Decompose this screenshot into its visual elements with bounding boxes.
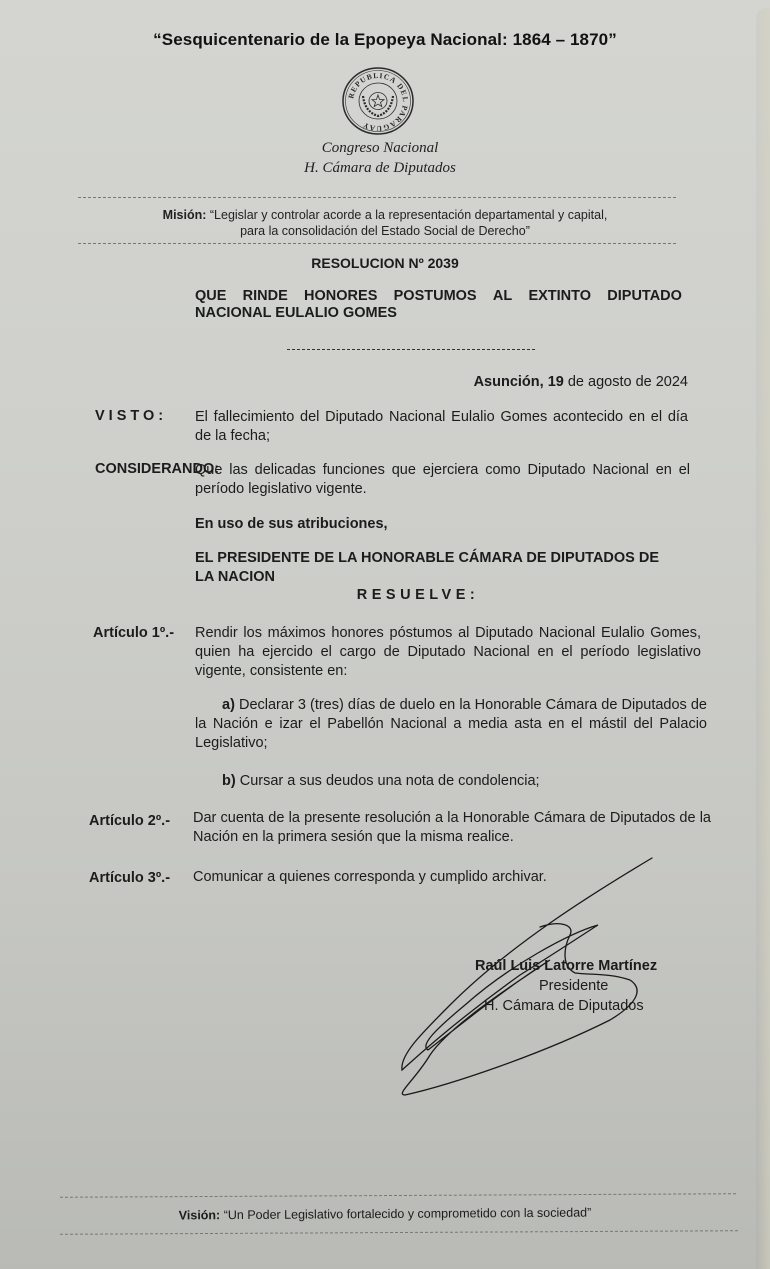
- signatory-name: Raúl Luis Latorre Martínez: [475, 958, 658, 974]
- article-1-item-a: [195, 696, 707, 753]
- svg-text:REPUBLICA DEL PARAGUAY: REPUBLICA DEL PARAGUAY: [346, 70, 411, 134]
- resolution-title: RESOLUCION Nº 2039: [311, 255, 459, 271]
- coat-of-arms-seal-icon: [341, 66, 415, 136]
- date-day: 19: [547, 374, 564, 390]
- considerando-text: Que las delicadas funciones que ejerciera como Diputado Nacional en el período legislativo vigente.: [195, 462, 690, 497]
- header-motto: “Sesquicentenario de la Epopeya Nacional: 1864 – 1870”: [153, 30, 617, 49]
- uso-atribuciones: En uso de sus atribuciones,: [195, 516, 388, 532]
- mision-text-line2: para la consolidación del Estado Social de Derecho”: [240, 224, 530, 238]
- article-2-label: Artículo 2º.-: [89, 813, 171, 829]
- date-month-year: de agosto de 2024: [567, 374, 688, 390]
- vision-text: “Un Poder Legislativo fortalecido y comprometido con la sociedad”: [223, 1205, 592, 1223]
- article-1-label: Artículo 1º.-: [93, 625, 175, 641]
- resolution-subject: [195, 288, 682, 322]
- subject-line2: NACIONAL EULALIO GOMES: [195, 305, 397, 321]
- divider-bottom-vision: [60, 1230, 738, 1235]
- item-b-marker: b): [222, 773, 236, 789]
- item-b-text: Cursar a sus deudos una nota de condolencia;: [239, 773, 540, 789]
- subject-word: AL: [492, 288, 513, 304]
- visto-text: El fallecimiento del Diputado Nacional Eulalio Gomes acontecido en el día de la fecha;: [195, 409, 688, 444]
- article-2-text: Dar cuenta de la presente resolución a la Honorable Cámara de Diputados de la Nación en la primera sesión que la misma realice.: [193, 810, 711, 845]
- visto-label: VISTO:: [95, 408, 168, 424]
- signatory-organization: H. Cámara de Diputados: [484, 998, 644, 1014]
- article-1-text: Rendir los máximos honores póstumos al Diputado Nacional Eulalio Gomes, quien ha ejercido el cargo de Diputado Nacional en el período legislativo vigente, consistente en:: [195, 625, 701, 679]
- presidente-line1: EL PRESIDENTE DE LA HONORABLE CÁMARA DE DIPUTADOS DE: [195, 550, 660, 566]
- subject-word: POSTUMOS: [393, 288, 477, 304]
- mision-text-line1: “Legislar y controlar acorde a la representación departamental y capital,: [209, 208, 608, 222]
- subject-word: EXTINTO: [528, 288, 592, 304]
- mision-statement: [0, 207, 770, 239]
- subject-word: HONORES: [304, 288, 378, 304]
- subject-word: RINDE: [242, 288, 288, 304]
- subject-word: QUE: [195, 288, 227, 304]
- subject-line1: [195, 288, 682, 305]
- resolution-date: [474, 374, 688, 390]
- subject-word: DIPUTADO: [607, 288, 682, 304]
- resuelve-heading: RESUELVE:: [356, 587, 480, 603]
- presidente-heading: [195, 549, 695, 587]
- vision-statement: [0, 1204, 770, 1223]
- presidente-line2: LA NACION: [195, 569, 276, 585]
- article-3-label: Artículo 3º.-: [89, 870, 171, 886]
- mision-label: Misión:: [162, 208, 207, 222]
- institution-line-camara: H. Cámara de Diputados: [304, 160, 456, 176]
- subject-separator: [287, 349, 535, 350]
- article-3-text: Comunicar a quienes corresponda y cumplido archivar.: [193, 869, 547, 885]
- divider-top-vision: [60, 1193, 736, 1198]
- divider-top-mision: [78, 197, 676, 198]
- considerando-label: CONSIDERANDO:: [95, 461, 220, 477]
- item-a-marker: a): [222, 697, 235, 713]
- institution-line-congreso: Congreso Nacional: [321, 140, 439, 156]
- handwritten-signature-icon: [390, 855, 660, 1100]
- signatory-role: Presidente: [539, 978, 609, 994]
- divider-bottom-mision: [78, 243, 676, 244]
- paper-edge: [756, 8, 770, 1269]
- institution-name: [270, 138, 490, 178]
- article-1-item-b: [222, 772, 540, 791]
- item-a-text: Declarar 3 (tres) días de duelo en la Honorable Cámara de Diputados de la Nación e izar el Pabellón Nacional a media asta en el mástil del Palacio Legislativo;: [195, 697, 708, 751]
- vision-label: Visión:: [178, 1208, 221, 1223]
- date-city: Asunción,: [473, 374, 544, 390]
